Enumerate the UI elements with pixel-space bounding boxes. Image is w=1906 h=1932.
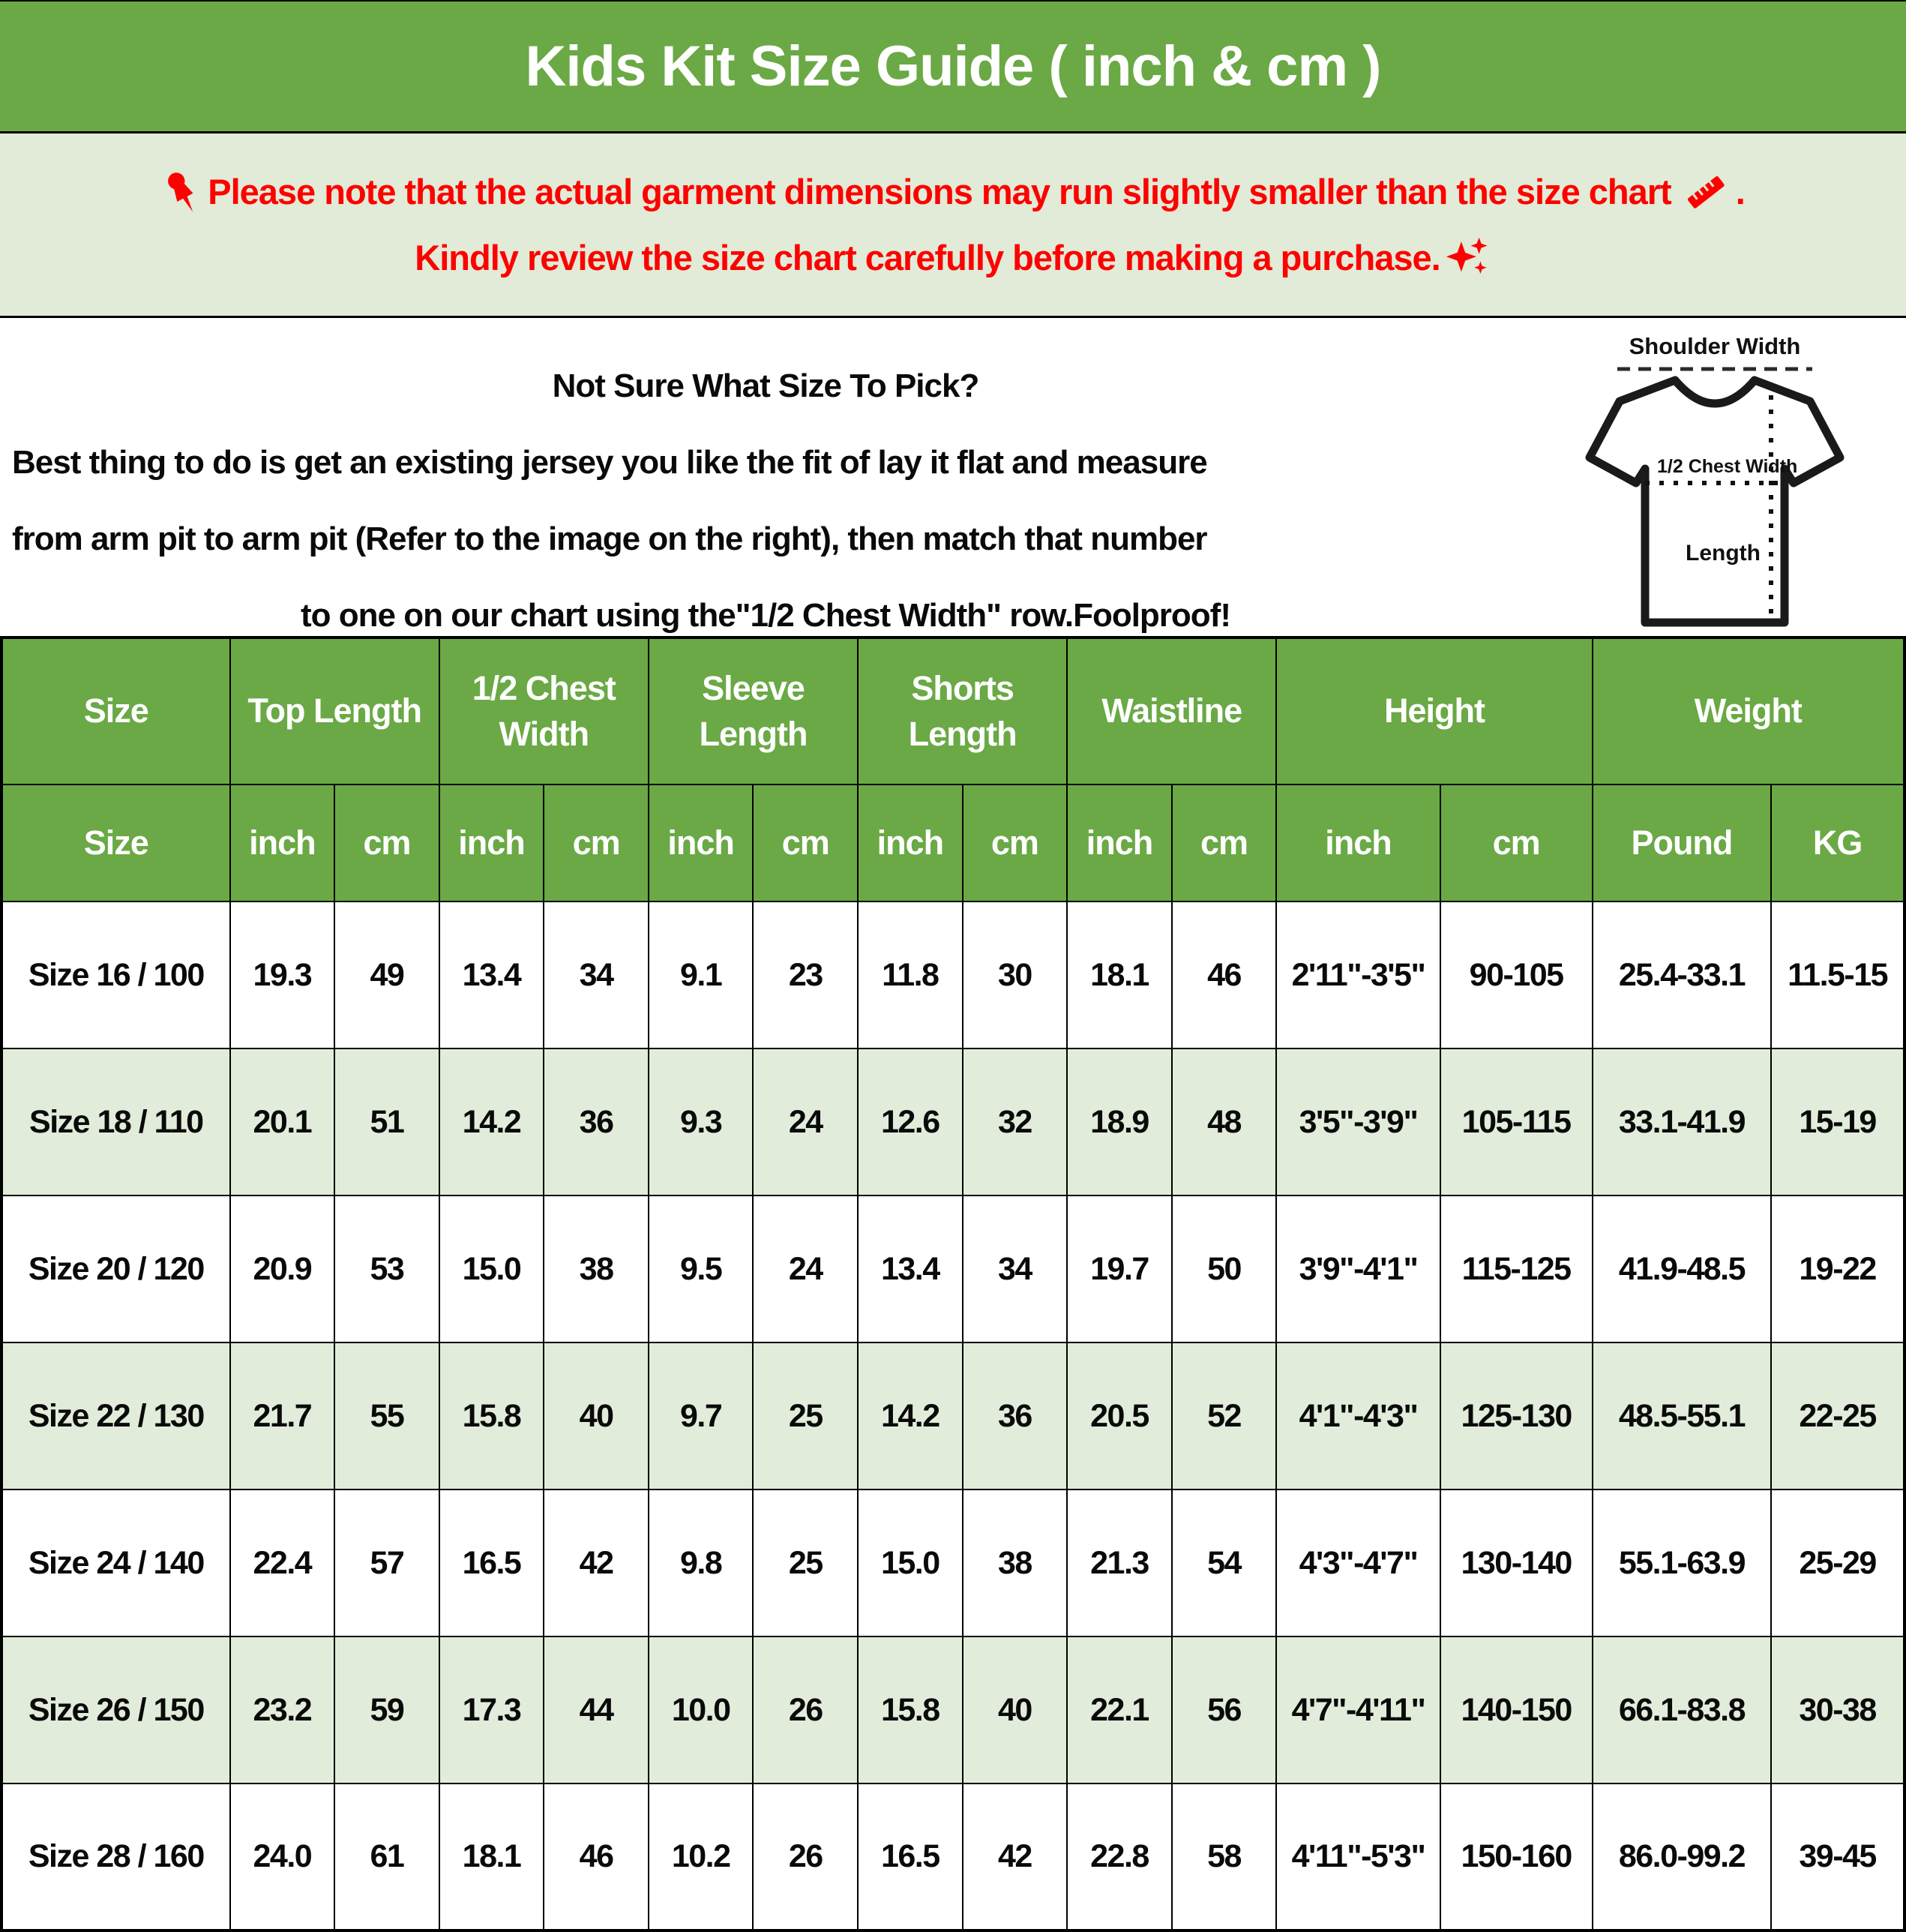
notice-text-1: Please note that the actual garment dimensions may run slightly smaller than the size chart [208,172,1671,212]
value-cell: 57 [334,1490,439,1636]
value-cell: 4'1"-4'3" [1276,1342,1440,1490]
value-cell: 30 [963,902,1068,1048]
value-cell: 26 [753,1784,858,1930]
length-label: Length [1686,541,1761,566]
value-cell: 13.4 [858,1196,963,1342]
value-cell: 150-160 [1440,1784,1593,1930]
value-cell: 9.8 [649,1490,754,1636]
value-cell: 58 [1172,1784,1277,1930]
sizing-advice-section [0,318,1906,636]
value-cell: 130-140 [1440,1490,1593,1636]
value-cell: 24 [753,1048,858,1196]
col-size: Size [1,638,230,784]
value-cell: 20.5 [1067,1342,1172,1490]
tshirt-diagram [1531,318,1906,636]
shoulder-width-label: Shoulder Width [1629,333,1801,359]
value-cell: 38 [963,1490,1068,1636]
value-cell: 20.9 [230,1196,335,1342]
value-cell: 46 [544,1784,649,1930]
page-title: Kids Kit Size Guide ( inch & cm ) [525,34,1381,98]
notice-line-1 [161,169,1745,215]
value-cell: 33.1-41.9 [1593,1048,1772,1196]
size-table-body [1,902,1905,1930]
value-cell: 25-29 [1771,1490,1905,1636]
table-row [1,1784,1905,1930]
col-height: Height [1276,638,1592,784]
value-cell: 14.2 [439,1048,544,1196]
advice-line-1: Best thing to do is get an existing jersey you like the fit of lay it flat and measure [12,444,1207,481]
value-cell: 18.9 [1067,1048,1172,1196]
tshirt-measurement-icon [1542,324,1895,639]
value-cell: 25 [753,1490,858,1636]
value-cell: 49 [334,902,439,1048]
value-cell: 40 [963,1636,1068,1784]
notice-text-2: Kindly review the size chart carefully before making a purchase. [415,238,1440,278]
value-cell: 39-45 [1771,1784,1905,1930]
value-cell: 51 [334,1048,439,1196]
value-cell: 22-25 [1771,1342,1905,1490]
value-cell: 115-125 [1440,1196,1593,1342]
value-cell: 13.4 [439,902,544,1048]
value-cell: 16.5 [858,1784,963,1930]
advice-line-2: from arm pit to arm pit (Refer to the image on the right), then match that number [12,520,1207,557]
value-cell: 2'11"-3'5" [1276,902,1440,1048]
value-cell: 15-19 [1771,1048,1905,1196]
value-cell: 22.1 [1067,1636,1172,1784]
unit-waist-inch: inch [1067,784,1172,902]
value-cell: 105-115 [1440,1048,1593,1196]
value-cell: 23 [753,902,858,1048]
title-banner [0,0,1906,134]
value-cell: 24.0 [230,1784,335,1930]
value-cell: 48.5-55.1 [1593,1342,1772,1490]
table-row [1,1196,1905,1342]
value-cell: 26 [753,1636,858,1784]
value-cell: 48 [1172,1048,1277,1196]
unit-chest-inch: inch [439,784,544,902]
value-cell: 21.7 [230,1342,335,1490]
size-cell: Size 24 / 140 [1,1490,230,1636]
size-cell: Size 16 / 100 [1,902,230,1048]
notice-text-1-period: . [1735,172,1745,212]
unit-shorts-cm: cm [963,784,1068,902]
header-unit-row [1,784,1905,902]
value-cell: 20.1 [230,1048,335,1196]
unit-height-inch: inch [1276,784,1440,902]
header-group-row [1,638,1905,784]
notice-section [0,134,1906,318]
value-cell: 15.8 [858,1636,963,1784]
size-cell: Size 28 / 160 [1,1784,230,1930]
col-shorts-length: Shorts Length [858,638,1067,784]
value-cell: 25.4-33.1 [1593,902,1772,1048]
value-cell: 24 [753,1196,858,1342]
value-cell: 19.7 [1067,1196,1172,1342]
unit-weight-kg: KG [1771,784,1905,902]
value-cell: 9.5 [649,1196,754,1342]
value-cell: 125-130 [1440,1342,1593,1490]
unit-waist-cm: cm [1172,784,1277,902]
value-cell: 30-38 [1771,1636,1905,1784]
unit-height-cm: cm [1440,784,1593,902]
advice-heading: Not Sure What Size To Pick? [552,368,979,404]
value-cell: 40 [544,1342,649,1490]
value-cell: 15.8 [439,1342,544,1490]
value-cell: 18.1 [1067,902,1172,1048]
value-cell: 22.4 [230,1490,335,1636]
col-weight: Weight [1593,638,1905,784]
sparkles-icon [1445,235,1491,281]
value-cell: 140-150 [1440,1636,1593,1784]
value-cell: 56 [1172,1636,1277,1784]
value-cell: 55 [334,1342,439,1490]
value-cell: 11.8 [858,902,963,1048]
value-cell: 4'7"-4'11" [1276,1636,1440,1784]
col-top-length: Top Length [230,638,439,784]
value-cell: 32 [963,1048,1068,1196]
value-cell: 55.1-63.9 [1593,1490,1772,1636]
value-cell: 25 [753,1342,858,1490]
col-waistline: Waistline [1067,638,1276,784]
size-cell: Size 26 / 150 [1,1636,230,1784]
notice-line-2 [415,235,1491,281]
size-cell: Size 22 / 130 [1,1342,230,1490]
value-cell: 61 [334,1784,439,1930]
value-cell: 52 [1172,1342,1277,1490]
table-header [1,638,1905,902]
value-cell: 10.0 [649,1636,754,1784]
unit-size: Size [1,784,230,902]
value-cell: 42 [544,1490,649,1636]
chest-width-label: 1/2 Chest Width [1657,456,1798,477]
table-row [1,902,1905,1048]
advice-line-3: to one on our chart using the"1/2 Chest Width" row.Foolproof! [301,597,1230,634]
value-cell: 42 [963,1784,1068,1930]
value-cell: 15.0 [858,1490,963,1636]
unit-top-cm: cm [334,784,439,902]
value-cell: 44 [544,1636,649,1784]
unit-weight-pound: Pound [1593,784,1772,902]
value-cell: 90-105 [1440,902,1593,1048]
value-cell: 36 [963,1342,1068,1490]
value-cell: 66.1-83.8 [1593,1636,1772,1784]
ruler-icon [1683,170,1728,214]
value-cell: 15.0 [439,1196,544,1342]
unit-shorts-inch: inch [858,784,963,902]
value-cell: 16.5 [439,1490,544,1636]
value-cell: 12.6 [858,1048,963,1196]
value-cell: 86.0-99.2 [1593,1784,1772,1930]
value-cell: 9.3 [649,1048,754,1196]
value-cell: 34 [963,1196,1068,1342]
col-sleeve-length: Sleeve Length [649,638,858,784]
value-cell: 46 [1172,902,1277,1048]
value-cell: 50 [1172,1196,1277,1342]
value-cell: 54 [1172,1490,1277,1636]
pushpin-icon [161,169,203,215]
table-row [1,1636,1905,1784]
value-cell: 34 [544,902,649,1048]
value-cell: 36 [544,1048,649,1196]
value-cell: 59 [334,1636,439,1784]
sizing-advice-text [0,318,1531,636]
value-cell: 4'3"-4'7" [1276,1490,1440,1636]
value-cell: 9.1 [649,902,754,1048]
unit-top-inch: inch [230,784,335,902]
value-cell: 11.5-15 [1771,902,1905,1048]
unit-chest-cm: cm [544,784,649,902]
size-cell: Size 18 / 110 [1,1048,230,1196]
table-row [1,1490,1905,1636]
value-cell: 41.9-48.5 [1593,1196,1772,1342]
unit-sleeve-inch: inch [649,784,754,902]
table-row [1,1048,1905,1196]
value-cell: 23.2 [230,1636,335,1784]
value-cell: 3'9"-4'1" [1276,1196,1440,1342]
value-cell: 10.2 [649,1784,754,1930]
value-cell: 18.1 [439,1784,544,1930]
table-row [1,1342,1905,1490]
value-cell: 19-22 [1771,1196,1905,1342]
value-cell: 21.3 [1067,1490,1172,1636]
value-cell: 22.8 [1067,1784,1172,1930]
col-chest-width: 1/2 Chest Width [439,638,649,784]
size-chart-table [0,636,1906,1932]
value-cell: 4'11"-5'3" [1276,1784,1440,1930]
value-cell: 9.7 [649,1342,754,1490]
value-cell: 38 [544,1196,649,1342]
value-cell: 14.2 [858,1342,963,1490]
value-cell: 19.3 [230,902,335,1048]
unit-sleeve-cm: cm [753,784,858,902]
value-cell: 53 [334,1196,439,1342]
size-cell: Size 20 / 120 [1,1196,230,1342]
value-cell: 17.3 [439,1636,544,1784]
value-cell: 3'5"-3'9" [1276,1048,1440,1196]
